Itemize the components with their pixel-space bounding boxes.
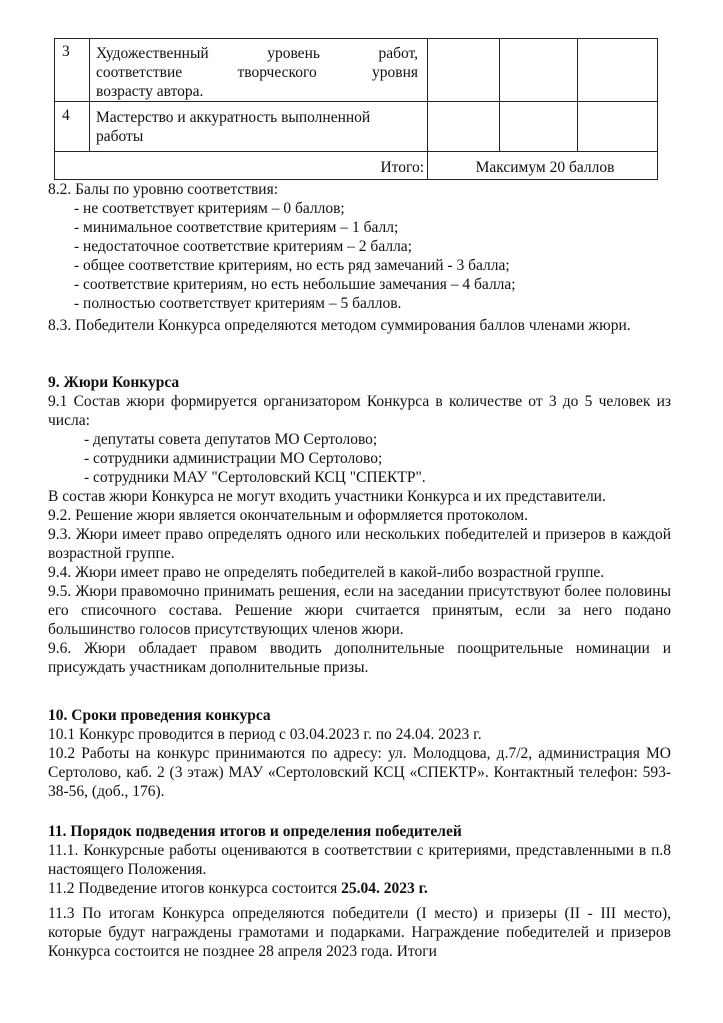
table-border [427,38,428,180]
list-item: - депутаты совета депутатов МО Сертолово; [84,431,378,448]
paragraph: 9.2. Решение жюри является окончательным и оформляется протоколом. [48,507,528,524]
paragraph: 10.1 Конкурс проводится в период с 03.04.2023 г. по 24.04. 2023 г. [48,726,482,743]
list-item: - минимальное соответствие критериям – 1 балл; [74,219,399,236]
list-item: - сотрудники администрации МО Сертолово; [84,450,383,467]
table-border [577,38,578,151]
table-border [499,38,500,151]
list-item: - не соответствует критериям – 0 баллов; [74,200,345,217]
paragraph: 10.2 Работы на конкурс принимаются по адресу: ул. Молодцова, д.7/2, администрация МО Сертолово, каб. 2 (3 этаж) МАУ «Сертоловский КСЦ «СПЕКТР». Контактный телефон: 593-38-56, (доб., 176). [48,745,671,800]
section-9 [48,373,671,677]
table-row-criterion: Художественный уровень работ, соответствие творческого уровня возрасту автора. [96,45,418,100]
table-border [54,38,55,180]
section-11 [48,822,671,961]
list-item: - недостаточное соответствие критериям – 2 балла; [74,238,412,255]
total-value: Максимум 20 баллов [475,159,615,176]
list-item: - соответствие критериям, но есть небольшие замечания – 4 балла; [74,276,516,293]
section-8-2-title: 8.2. Балы по уровню соответствия: [48,181,279,198]
table-border [657,38,658,180]
criteria-table [54,38,658,180]
section-heading: 9. Жюри Конкурса [48,374,180,391]
table-border [89,38,90,151]
paragraph: 9.6. Жюри обладает правом вводить дополнительные поощрительные номинации и присуждать участникам дополнительные призы. [48,640,671,676]
list-item: - полностью соответствует критериям – 5 баллов. [74,295,402,312]
paragraph: 9.3. Жюри имеет право определять одного или нескольких победителей и призеров в каждой возрастной группе. [48,526,671,562]
section-heading: 10. Сроки проведения конкурса [48,707,271,724]
row-number: 4 [62,107,70,124]
section-heading: 11. Порядок подведения итогов и определения победителей [48,823,462,840]
paragraph: 9.4. Жюри имеет право не определять победителей в какой-либо возрастной группе. [48,564,605,581]
results-date: 25.04. 2023 г. [341,880,428,897]
table-border [54,101,658,102]
table-border [54,151,658,152]
paragraph-text: 11.2 Подведение итогов конкурса состоится [48,880,342,897]
paragraph: 11.3 По итогам Конкурса определяются победители (I место) и призеры (II - III место), которые будут награждены грамотами и подарками. Награждение победителей и призеров Конкурса состоится не позднее 28 апреля 2023 года. Итоги [48,905,671,960]
paragraph: 9.1 Состав жюри формируется организатором Конкурса в количестве от 3 до 5 человек из числа: [48,393,671,429]
table-border [54,38,658,39]
paragraph: В состав жюри Конкурса не могут входить участники Конкурса и их представители. [48,488,606,505]
total-label: Итого: [380,159,424,176]
paragraph [48,879,671,898]
list-item: - общее соответствие критериям, но есть ряд замечаний - 3 балла; [74,257,510,274]
paragraph: 11.1. Конкурсные работы оцениваются в соответствии с критериями, представленными в п.8 настоящего Положения. [48,842,671,878]
section-8-3: 8.3. Победители Конкурса определяются методом суммирования баллов членами жюри. [48,317,631,334]
table-row-criterion: Мастерство и аккуратность выполненной работы [96,109,371,145]
paragraph: 9.5. Жюри правомочно принимать решения, если на заседании присутствуют более половины его списочного состава. Решение жюри считается принятым, если за него подано большинство голосов присутствующих членов жюри. [48,583,671,638]
section-8-2 [48,180,671,313]
section-10 [48,706,671,801]
list-item: - сотрудники МАУ "Сертоловский КСЦ "СПЕКТР". [84,469,426,486]
row-number: 3 [62,43,70,60]
